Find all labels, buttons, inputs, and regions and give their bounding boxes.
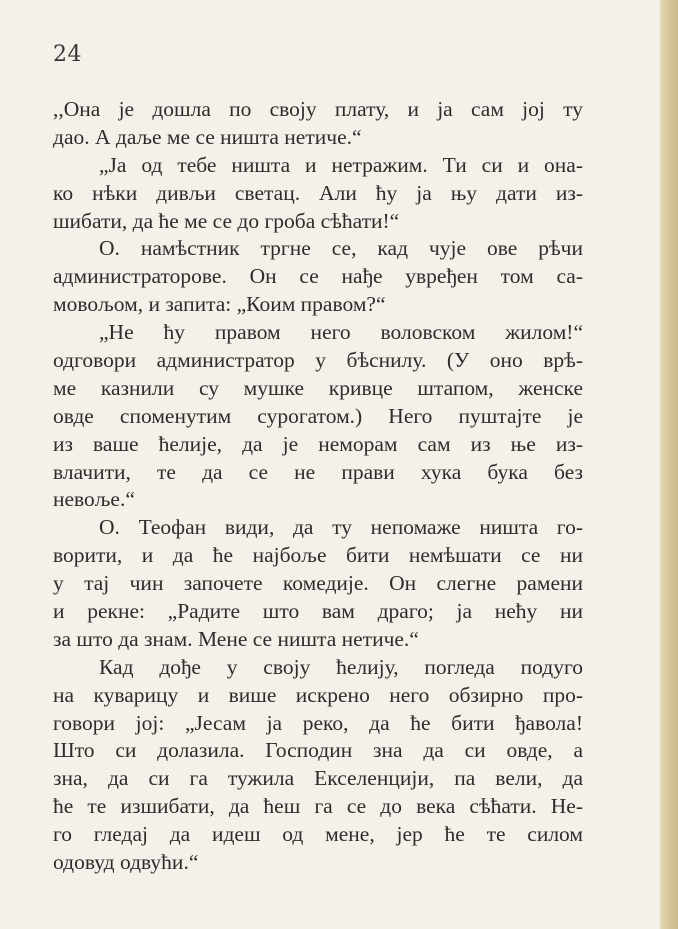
page-edge bbox=[660, 0, 678, 929]
text-line: го гледај да идеш од мене, јер ће те силом bbox=[53, 822, 583, 847]
text-line: „Не ћу правом него воловском жилом!“ bbox=[99, 320, 583, 345]
text-line: за што да знам. Мене се ништа нетиче.“ bbox=[53, 626, 419, 651]
text-line: овде споменутим сурогатом.) Него пуштајте је bbox=[53, 403, 583, 428]
text-line: влачити, те да се не прави хука бука без bbox=[53, 459, 583, 484]
text-line: ко нѣки дивљи светац. Али ћу ја њу дати из- bbox=[53, 180, 583, 205]
text-line: Што си долазила. Господин зна да си овде, а bbox=[53, 738, 583, 763]
page-number: 24 bbox=[53, 42, 82, 67]
text-line: на куварицу и више искрено него обзирно про- bbox=[53, 682, 583, 707]
text-line: из ваше ћелије, да је неморам сам из ње из- bbox=[53, 431, 583, 456]
text-line: О. Теофан види, да ту непомаже ништа го- bbox=[99, 515, 583, 540]
body-text bbox=[53, 96, 583, 877]
text-line: О. намѣстник тргне се, кад чује ове рѣчи bbox=[99, 236, 583, 261]
text-line: говори јој: „Јесам ја реко, да ће бити ђавола! bbox=[53, 710, 583, 735]
text-line: одовуд одвући.“ bbox=[53, 850, 199, 875]
text-line: ме казнили су мушке кривце штапом, женске bbox=[53, 375, 583, 400]
text-line: ,,Она је дошла по своју плату, и ја сам јој ту bbox=[53, 97, 583, 121]
text-line: „Ја од тебе ништа и нетражим. Ти си и она- bbox=[99, 152, 583, 177]
text-line: зна, да си га тужила Екселенцији, па вели, да bbox=[53, 766, 583, 791]
text-line: одговори администратор у бѣснилу. (У оно врѣ- bbox=[53, 348, 583, 373]
text-line: ворити, и да ће најбоље бити немѣшати се ни bbox=[53, 543, 583, 568]
text-line: мовољом, и запита: „Коим правом?“ bbox=[53, 292, 386, 317]
text-line: администраторове. Он се нађе увређен том са- bbox=[53, 264, 583, 289]
text-line: и рекне: „Радите што вам драго; ја нећу ни bbox=[53, 599, 583, 624]
text-line: ће те изшибати, да ћеш га се до века сѣћати. Не- bbox=[53, 794, 583, 819]
text-line: шибати, да ће ме се до гроба сѣћати!“ bbox=[53, 208, 400, 233]
text-line: невоље.“ bbox=[53, 487, 135, 512]
text-line: у тај чин започете комедије. Он слегне рамени bbox=[53, 571, 583, 596]
text-line: Кад дође у своју ћелију, погледа подуго bbox=[99, 654, 583, 679]
text-line: дао. А даље ме се ништа нетиче.“ bbox=[53, 124, 362, 149]
